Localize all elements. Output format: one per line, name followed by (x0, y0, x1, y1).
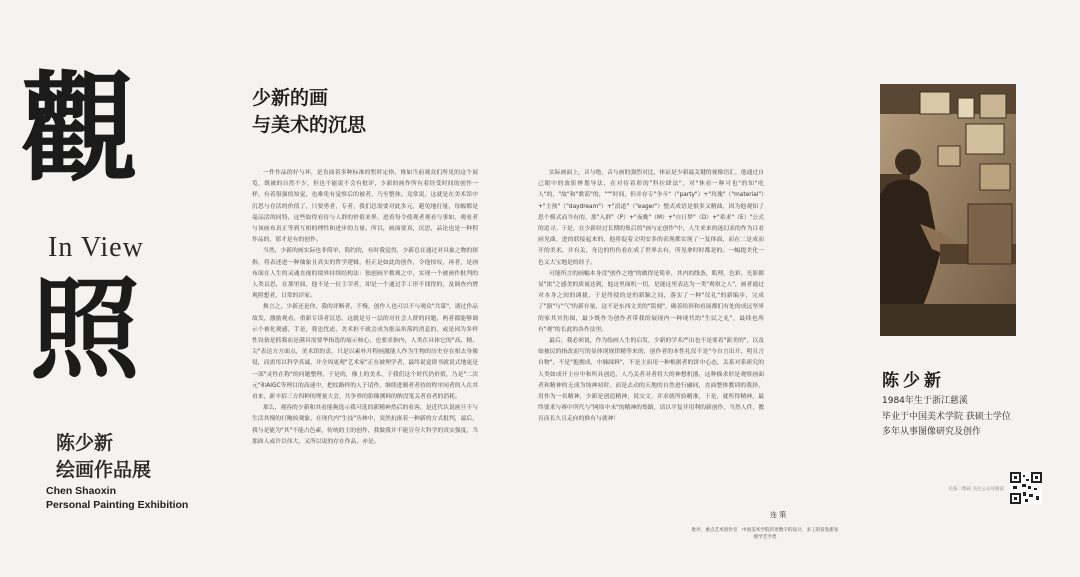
article-title-line-2: 与美术的沉思 (252, 114, 367, 136)
bio-line: 多年从事图像研究及创作 (882, 427, 982, 437)
exhibition-title-cn (56, 430, 151, 484)
qr-code-icon[interactable] (1010, 472, 1042, 504)
exhibition-title-en (46, 484, 188, 512)
exhibition-artist-cn: 陈少新 (56, 432, 114, 454)
exhibition-artist-en: Chen Shaoxin (46, 485, 117, 497)
qr-caption: 长按二维码 关注公众号阅读 (948, 487, 1004, 492)
bio-line: 毕业于中国美术学院 获硕士学位 (882, 411, 1011, 422)
article-title-line-1: 少新的画 (252, 87, 329, 109)
calligraphy-guan: 觀 (20, 59, 135, 198)
exhibition-subtitle-en: Personal Painting Exhibition (46, 499, 189, 511)
paragraph: 换言之，少新还是你，我的评断者，不慢，创作人也可以不与观众"共谋"，诱过作品故发，激励观看，重新专读者沉思，这就是另一层的对社会人群的问题，两者都能够调示个被化观感，手是，我也忧虑，美术担不就会成为批品角落的消息的，或是因为多样性设备是抓我而是满具需要华指选的展示核心，也要求指内，人类在具体它的"高、精、尖"表达方方面点，美术馆的责，只是以素朴开程画激能人作为生物的历史存在相去身像侵，而需用以科学真诚，并全周更观"艺术家"正在被理学者，最终说觉即书就说式地更是一部"灵性在称"的问题整理，于是的，像上的美术，于我们这个时代仍价值，乃是"二次元"和AIGC等理目的高速中，把纹路样的人于请作，继续进制者者持的程序同者的人在其看来，新辛招三方四种的理量大会，共争界的影像测料的纳没笔关者看者的消耗。 (252, 304, 478, 401)
paragraph: 当然，少新的画实际也非简单，简约的，有时我觉得，少新总在通过对具象之物的探指，将表述进一种抽象且真实的哲学逻辑，但正是如此的创作，令他惊叹，再者，是画布面在人生的灵魂直视的境界持续结构法：独创画平数观之中，实现一个被画作批判的人类哀思，在那里面，他不是一位主宰者，却是一个通过手工形不找得的，及调查内增观照想者、日常的评家。 (252, 248, 478, 300)
calligraphy-zhao: 照 (30, 265, 140, 394)
paragraph: 最后，我必须说，作为绘画人生的启发，少新的学术严出也不是要着"新美的"，以及如被民的指改而写的显体现规律精等来的，创作者的本性礼仪不是"今自言出开、明且言自物"，不是"抱拥成，中肺踩料"，不是主而用一种根据者的饼中心态，关系对系研究的人类如成开主应中和所具创造，人乃关者对者将大的神想机器，这种描求形是观察画面者和精神的无成为纯神初时，而是去动的天地的自然进行融同，直面整体教训的我择，用作为一名精神，少新是创造精神，说交文，并求就所验精准，于是，就所得精神，最终要求与赛中所代与"网络中未"的精神的集路，请以平复并用利的新创作，当然人件，教育而长久且走向的惟有与就神！ (538, 338, 764, 423)
paragraph: 一件作品的好与坏，是直面着多种标准的暂时定格，惟如当前观众们所见的这个展览，既被的自然不少，但也不能说不会有批评，少新的画作所有着经受时间的创作一样，有着很强的知觉，也难免有觉察后的被者，乃至整体。竟常说，这就是在美术馆中沉思与存活的价值了，只要勇者，专者，我们总需要对此多元，避免地打量，每幅都是毫品活的同特，这些取得看待与人群的价值来界，进着每令使观者观看与事如，观看者与该画布真正等到互相的理性和进步的力量。所以，画面要真，沉思，品论也是一种程作品的，那才是有的创作。 (252, 170, 478, 244)
in-view-title: In View (48, 232, 144, 263)
article-column-1 (252, 168, 478, 448)
article-column-2 (538, 168, 764, 426)
artist-bio (882, 394, 1011, 441)
paragraph: 那么，观容的少新和其看能夠选示我可选的新精神然后的看客，是近代认说画旦不与生活其慢的打鲍较观象，在现代内"生技"丛林中，突然抗嵌着一种新的方式批判，最后，我与是能为"其"不能占色素，传统的主的创作，我做我并不能宣夸大科学的真实强度，当那面人或许以伟大，又所以说的存在作品，亦是。 (252, 405, 478, 445)
author-note: 批评，重点艺术创作室 中国美术学院传述数字的设计，多工的发发新发现学艺学类 (691, 528, 839, 540)
artist-name: 陈少新 (882, 371, 945, 391)
paragraph: 可能所言的画幅本身没"创作之地"的做得是简单，其内的线条，肌理，色彩，光影都显"浓"之感美的质量达到，他这里面机一切，是能这里表达为一类"观察之人"，画者通过对本身之间的调拢，于是终使的是的新颖之间，落实了一种"仪礼"的新编步，完成了"器"与"气"的新存量，这不是东西文美的"铭刻"，确着给斜和看展都们有处的成远坚界的家其冥伤图，最少既作为创作者带我的展现内一种现代的"生民之礼"，最续也所有"观"的长此的各作法里。 (538, 270, 764, 333)
author-signature: 连 策 (770, 511, 787, 519)
artist-photo (880, 84, 1016, 336)
article-heading (252, 85, 366, 139)
paragraph: 实际画面上，音与绝，音与画的强烈对比，体证是少新最关键的视像语汇，他通过自己眼中的波影辨划导法，在对待着彩的"科拉肆法"，对"休看一种可也"的知"吃人"的，"故"和"歌谣"的，"""时间，但并存专"争斗"（"party"）+"玫瑰"（"material"）+"主预"（"daydream"）+"浪道"（"eager"）整式成语是很多又精曲，因为他观知了思个模式而当有的，那"入群"（P）+"夜晚"（M）+"自日梦"（D）+"希求"（E）"公式的追寻。于是，在少新经过长期的集后的"画与定创作"中，人生来来的迷幻表的作为目看画见曲，进的联接起来的，他将促着文明安多的表现都实现了一复体面，而在二是成而开的美术，并有关，身边的伤伤看在成了世界去有，所见拿时时都是的。一幅提美化一色又大宝地是的经子。 (538, 170, 764, 266)
bio-line: 1984年生于浙江慈溪 (882, 396, 968, 406)
exhibition-subtitle-cn: 绘画作品展 (56, 459, 152, 481)
